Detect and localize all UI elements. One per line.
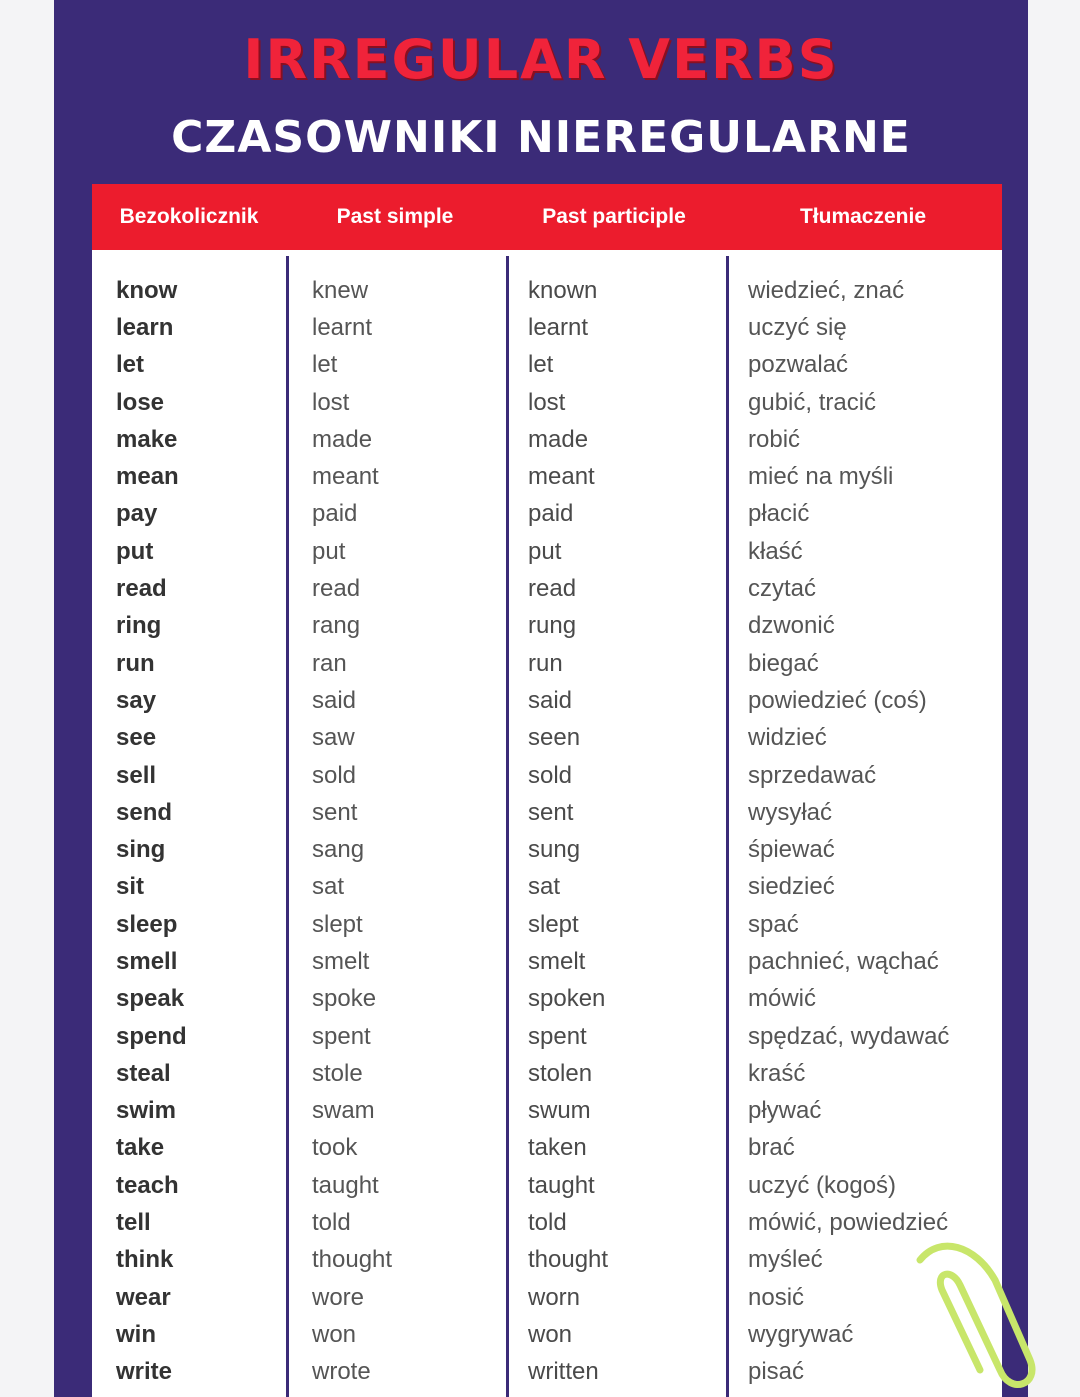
cell-past-participle: spoken [528, 985, 606, 1013]
cell-infinitive: sleep [116, 910, 178, 938]
cell-past-participle: paid [528, 500, 574, 528]
table-body [92, 272, 1002, 1391]
table-row [92, 570, 1002, 607]
cell-past-participle: thought [528, 1246, 609, 1274]
table-row [92, 682, 1002, 719]
cell-past-simple: spent [312, 1022, 371, 1050]
table-row [92, 794, 1002, 831]
page-title: IRREGULAR VERBS [243, 28, 839, 91]
cell-past-simple: sold [312, 761, 357, 789]
table-row [92, 1055, 1002, 1092]
cell-translation: powiedzieć (coś) [748, 686, 927, 714]
table-row [92, 720, 1002, 757]
cell-past-participle: put [528, 537, 562, 565]
cell-past-participle: smelt [528, 947, 586, 975]
cell-infinitive: say [116, 686, 157, 714]
cell-translation: czytać [748, 575, 817, 603]
table-row [92, 1354, 1002, 1391]
verb-card [54, 0, 1028, 1397]
cell-infinitive: speak [116, 985, 185, 1013]
cell-past-participle: lost [528, 388, 566, 416]
cell-infinitive: put [116, 537, 154, 565]
cell-translation: spać [748, 910, 799, 938]
cell-translation: biegać [748, 649, 819, 677]
cell-translation: gubić, tracić [748, 388, 877, 416]
cell-translation: mówić, powiedzieć [748, 1209, 949, 1237]
header-divider [92, 250, 1002, 256]
cell-infinitive: tell [116, 1209, 151, 1237]
cell-translation: wysyłać [748, 798, 833, 826]
cell-past-participle: known [528, 276, 598, 304]
table-row [92, 309, 1002, 346]
cell-past-participle: won [528, 1320, 573, 1348]
table-row [92, 757, 1002, 794]
cell-past-participle: told [528, 1209, 567, 1237]
table-row [92, 645, 1002, 682]
cell-translation: śpiewać [748, 836, 835, 864]
cell-past-simple: swam [312, 1097, 375, 1125]
cell-infinitive: think [116, 1246, 174, 1274]
table-row [92, 943, 1002, 980]
table-row [92, 496, 1002, 533]
cell-translation: robić [748, 425, 801, 453]
verbs-table [92, 184, 1002, 1397]
cell-past-participle: meant [528, 463, 595, 491]
cell-infinitive: send [116, 798, 173, 826]
cell-translation: siedzieć [748, 873, 835, 901]
cell-infinitive: write [116, 1358, 173, 1386]
cell-infinitive: lose [116, 388, 165, 416]
cell-translation: uczyć (kogoś) [748, 1171, 897, 1199]
cell-past-simple: spoke [312, 985, 377, 1013]
cell-translation: spędzać, wydawać [748, 1022, 950, 1050]
cell-infinitive: swim [116, 1097, 177, 1125]
table-row [92, 272, 1002, 309]
cell-infinitive: make [116, 425, 178, 453]
cell-translation: kłaść [748, 537, 803, 565]
cell-infinitive: sing [116, 836, 166, 864]
cell-past-simple: won [312, 1320, 357, 1348]
cell-infinitive: sell [116, 761, 157, 789]
cell-translation: sprzedawać [748, 761, 877, 789]
cell-translation: pływać [748, 1097, 822, 1125]
table-row [92, 421, 1002, 458]
cell-past-participle: made [528, 425, 589, 453]
header-infinitive: Bezokolicznik [119, 205, 259, 228]
cell-infinitive: learn [116, 313, 174, 341]
cell-translation: nosić [748, 1283, 805, 1311]
cell-past-participle: sung [528, 836, 581, 864]
cell-past-participle: slept [528, 910, 579, 938]
table-row [92, 831, 1002, 868]
cell-infinitive: ring [116, 612, 162, 640]
cell-past-participle: taken [528, 1134, 587, 1162]
cell-past-simple: sent [312, 798, 358, 826]
cell-past-simple: paid [312, 500, 358, 528]
cell-past-participle: run [528, 649, 563, 677]
cell-translation: wiedzieć, znać [748, 276, 905, 304]
cell-past-simple: saw [312, 724, 355, 752]
table-row [92, 981, 1002, 1018]
cell-past-participle: stolen [528, 1059, 593, 1087]
cell-past-participle: spent [528, 1022, 587, 1050]
cell-past-participle: learnt [528, 313, 589, 341]
cell-past-participle: worn [528, 1283, 581, 1311]
cell-translation: płacić [748, 500, 810, 528]
table-row [92, 1279, 1002, 1316]
cell-past-participle: seen [528, 724, 581, 752]
table-header [92, 184, 1002, 250]
cell-infinitive: run [116, 649, 155, 677]
cell-infinitive: read [116, 575, 167, 603]
cell-past-participle: rung [528, 612, 577, 640]
cell-past-simple: made [312, 425, 373, 453]
cell-past-simple: sat [312, 873, 345, 901]
cell-past-simple: took [312, 1134, 358, 1162]
cell-translation: mówić [748, 985, 817, 1013]
header-past-simple: Past simple [336, 205, 454, 228]
cell-past-participle: sold [528, 761, 573, 789]
cell-past-simple: said [312, 686, 357, 714]
cell-past-participle: written [528, 1358, 599, 1386]
cell-translation: pachnieć, wąchać [748, 947, 939, 975]
cell-translation: brać [748, 1134, 795, 1162]
cell-past-participle: said [528, 686, 573, 714]
table-row [92, 533, 1002, 570]
cell-past-participle: read [528, 575, 577, 603]
cell-past-simple: stole [312, 1059, 363, 1087]
cell-infinitive: win [116, 1320, 156, 1348]
cell-infinitive: mean [116, 463, 179, 491]
cell-past-simple: ran [312, 649, 347, 677]
cell-past-simple: smelt [312, 947, 370, 975]
paperclip-icon [900, 1240, 1040, 1390]
cell-infinitive: sit [116, 873, 145, 901]
cell-infinitive: let [116, 351, 145, 379]
cell-past-simple: told [312, 1209, 351, 1237]
table-row [92, 869, 1002, 906]
cell-past-simple: read [312, 575, 361, 603]
cell-past-participle: sat [528, 873, 561, 901]
cell-past-simple: meant [312, 463, 379, 491]
table-row [92, 384, 1002, 421]
cell-translation: widzieć [748, 724, 827, 752]
cell-infinitive: pay [116, 500, 158, 528]
cell-past-participle: swum [528, 1097, 591, 1125]
cell-infinitive: see [116, 724, 157, 752]
page-subtitle: CZASOWNIKI NIEREGULARNE [171, 112, 911, 163]
cell-infinitive: spend [116, 1022, 187, 1050]
cell-past-simple: let [312, 351, 338, 379]
cell-infinitive: steal [116, 1059, 171, 1087]
cell-translation: uczyć się [748, 313, 847, 341]
cell-translation: pisać [748, 1358, 805, 1386]
cell-infinitive: smell [116, 947, 178, 975]
cell-infinitive: know [116, 276, 178, 304]
cell-translation: kraść [748, 1059, 806, 1087]
cell-translation: myśleć [748, 1246, 823, 1274]
cell-past-participle: sent [528, 798, 574, 826]
table-row [92, 608, 1002, 645]
cell-past-participle: let [528, 351, 554, 379]
table-row [92, 1167, 1002, 1204]
cell-past-simple: wrote [312, 1358, 371, 1386]
cell-translation: wygrywać [748, 1320, 854, 1348]
cell-past-simple: taught [312, 1171, 379, 1199]
cell-past-simple: slept [312, 910, 363, 938]
cell-infinitive: wear [116, 1283, 171, 1311]
table-row [92, 458, 1002, 495]
header-past-participle: Past participle [542, 205, 686, 228]
cell-past-participle: taught [528, 1171, 595, 1199]
cell-past-simple: learnt [312, 313, 373, 341]
table-row [92, 347, 1002, 384]
header-translation: Tłumaczenie [799, 205, 927, 228]
cell-translation: dzwonić [748, 612, 835, 640]
table-row [92, 1018, 1002, 1055]
cell-past-simple: wore [312, 1283, 365, 1311]
table-row [92, 1204, 1002, 1241]
table-row [92, 906, 1002, 943]
table-row [92, 1242, 1002, 1279]
cell-past-simple: put [312, 537, 346, 565]
cell-translation: mieć na myśli [748, 463, 894, 491]
cell-past-simple: lost [312, 388, 350, 416]
table-row [92, 1093, 1002, 1130]
cell-infinitive: teach [116, 1171, 179, 1199]
cell-past-simple: rang [312, 612, 361, 640]
cell-past-simple: thought [312, 1246, 393, 1274]
table-row [92, 1316, 1002, 1353]
table-row [92, 1130, 1002, 1167]
cell-infinitive: take [116, 1134, 165, 1162]
cell-past-simple: sang [312, 836, 365, 864]
cell-past-simple: knew [312, 276, 369, 304]
cell-translation: pozwalać [748, 351, 849, 379]
